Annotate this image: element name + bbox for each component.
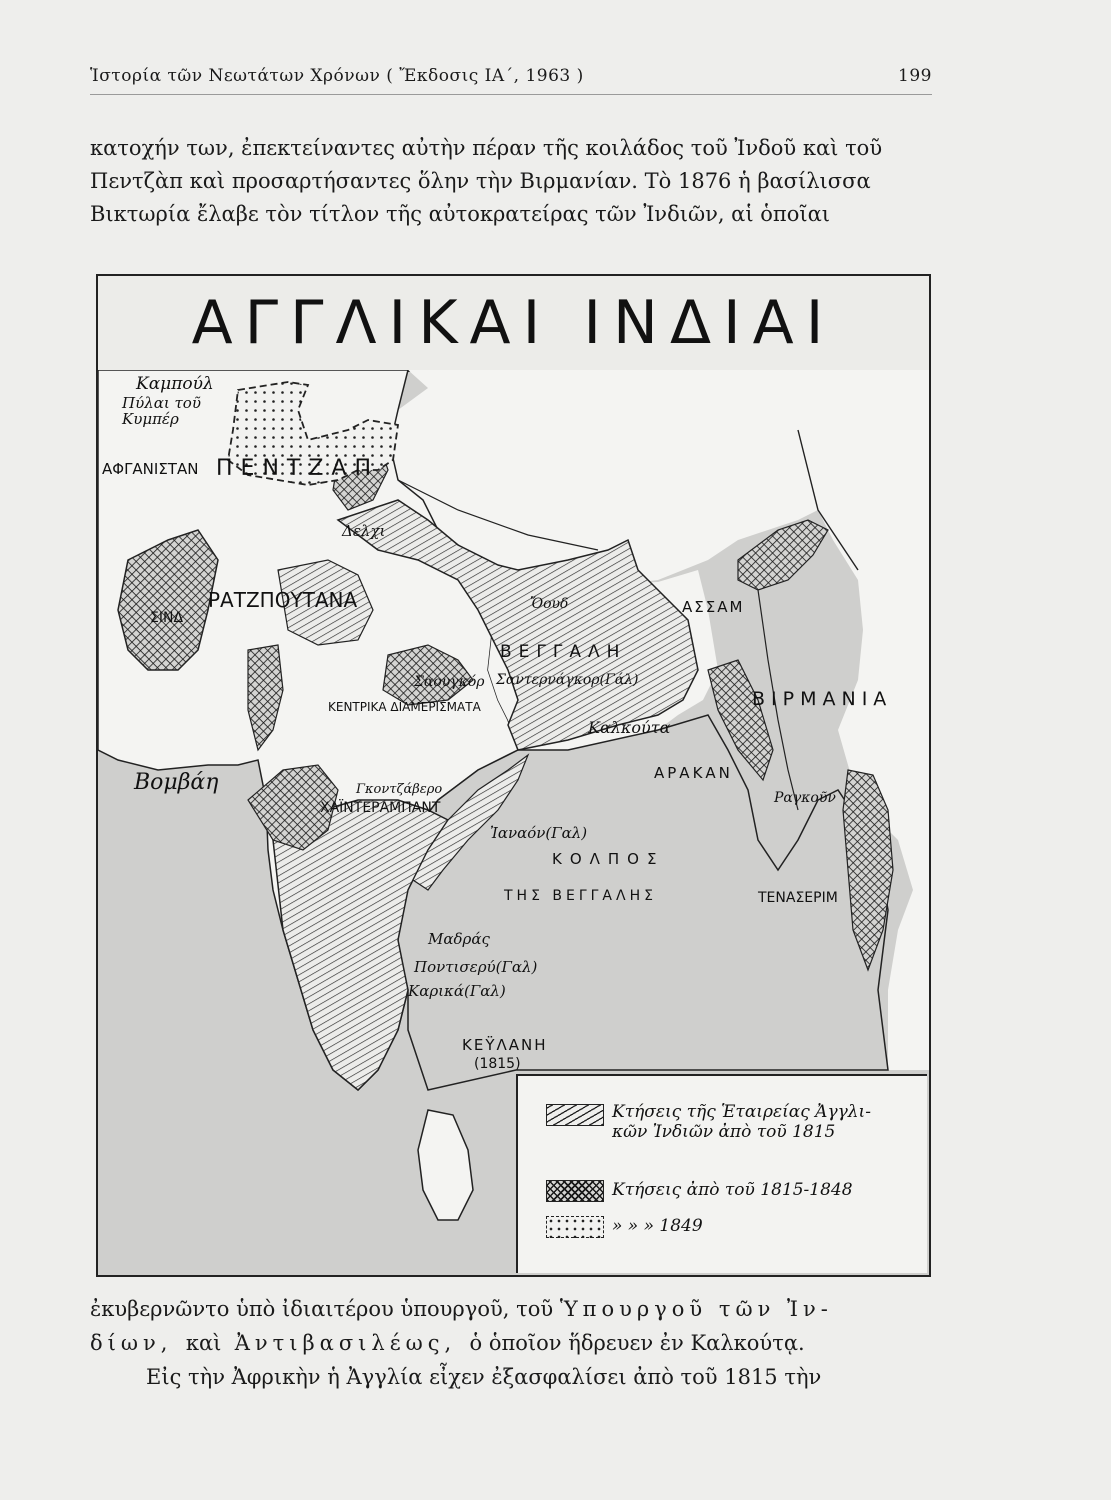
text-line: Εἰς τὴν Ἀφρικὴν ἡ Ἀγγλία εἶχεν ἐξασφαλίσει ἀπὸ τοῦ 1815 τὴν <box>146 1365 822 1389</box>
legend-swatch-hatch <box>546 1104 604 1126</box>
label-ratzpoutana: ΡΑΤΖΠΟΥΤΑΝΑ <box>208 588 358 612</box>
legend-swatch-crosshatch <box>546 1180 604 1202</box>
label-delhi: Δελχι <box>342 522 386 540</box>
text-line: Πεντζὰπ καὶ προσαρτήσαντες ὅλην τὴν Βιρμανίαν. Τὸ 1876 ἡ βασίλισσα <box>90 169 871 193</box>
label-saugor: Σαουγκόρ <box>414 674 485 690</box>
ceylon-island <box>418 1110 473 1220</box>
label-tenaserim: ΤΕΝΑΣΕΡΙΜ <box>758 890 838 906</box>
running-title: Ἱστορία τῶν Νεωτάτων Χρόνων ( Ἔκδοσις ΙΑ΄, 1963 ) <box>90 66 584 86</box>
label-kalkouta: Καλκούτα <box>588 718 671 737</box>
label-keylani-year: (1815) <box>474 1056 521 1072</box>
text-fragment-spaced: Ἀντιβασιλέως, <box>234 1331 457 1355</box>
paragraph-bottom <box>90 1292 935 1394</box>
text-fragment-spaced: Ὑπουργοῦ τῶν Ἰν- <box>559 1297 833 1321</box>
label-afganistan: ΑΦΓΑΝΙΣΤΑΝ <box>102 460 199 478</box>
label-pentzap: ΠΕΝΤΖΑΠ <box>216 456 380 481</box>
text-line: Βικτωρία ἔλαβε τὸν τίτλον τῆς αὐτοκρατείρας τῶν Ἰνδιῶν, αἱ ὁποῖαι <box>90 202 831 226</box>
text-line <box>90 1326 935 1360</box>
label-ianaon: Ἰαναόν(Γαλ) <box>490 824 588 842</box>
label-vengali: ΒΕΓΓΑΛΗ <box>500 642 627 662</box>
label-karika: Καρικά(Γαλ) <box>408 982 506 1000</box>
label-birmania: ΒΙΡΜΑΝΙΑ <box>752 688 893 710</box>
text-fragment: καὶ <box>185 1331 222 1355</box>
map-figure <box>96 274 931 1277</box>
label-kentrika: ΚΕΝΤΡΙΚΑ ΔΙΑΜΕΡΙΣΜΑΤΑ <box>328 700 481 714</box>
label-kolpos: ΚΟΛΠΟΣ <box>552 850 665 868</box>
label-arakan: ΑΡΑΚΑΝ <box>654 764 733 782</box>
label-sinth: ΣΙΝΔ <box>150 610 184 626</box>
label-assam: ΑΣΣΑΜ <box>682 598 745 616</box>
label-santernagkor: Σαντερνάγκορ(Γάλ) <box>496 672 639 688</box>
label-pylai: Πύλαι τοῦ <box>122 394 201 412</box>
label-madras: Μαδράς <box>428 930 490 948</box>
label-keylani: ΚΕΫΛΑΝΗ <box>462 1036 548 1054</box>
map-legend <box>516 1074 927 1273</box>
label-kymper: Κυμπέρ <box>122 410 179 428</box>
text-fragment-spaced: δίων, <box>90 1331 173 1355</box>
label-oudh: Ὄουδ <box>530 596 569 612</box>
page-number: 199 <box>898 66 932 86</box>
text-fragment: ὁ ὁποῖον ἥδρευεν ἐν Καλκούτᾳ. <box>469 1331 805 1355</box>
running-head <box>90 64 932 95</box>
legend-text: Κτήσεις τῆς Ἑταιρείας Ἀγγλι- <box>612 1102 871 1122</box>
label-kampoul: Καμπούλ <box>136 374 214 394</box>
label-vomvai: Βομβάη <box>134 770 219 795</box>
legend-swatch-dots <box>546 1216 604 1238</box>
legend-text: » » » 1849 <box>612 1216 703 1236</box>
label-pontiseri: Ποντισερύ(Γαλ) <box>414 958 538 976</box>
label-vengalis: ΤΗΣ ΒΕΓΓΑΛΗΣ <box>504 888 657 904</box>
text-line: κατοχήν των, ἐπεκτείναντες αὐτὴν πέραν τῆς κοιλάδος τοῦ Ἰνδοῦ καὶ τοῦ <box>90 136 883 160</box>
legend-text: Κτήσεις ἀπὸ τοῦ 1815-1848 <box>612 1180 853 1200</box>
label-rangoon: Ραγκοῦν <box>774 790 836 806</box>
label-gkontzavero: Γκοντζάβερο <box>356 782 443 797</box>
map-title: ΑΓΓΛΙΚΑΙ ΙΝΔΙΑΙ <box>98 276 929 372</box>
label-haiderabad: ΧΑΪΝΤΕΡΑΜΠΑΝΤ <box>320 800 441 816</box>
legend-text: κῶν Ἰνδιῶν ἀπὸ τοῦ 1815 <box>612 1122 836 1142</box>
paragraph-top <box>90 132 935 231</box>
text-line <box>90 1292 935 1326</box>
text-fragment: ἐκυβερνῶντο ὑπὸ ἰδιαιτέρου ὑπουργοῦ, τοῦ <box>90 1297 554 1321</box>
